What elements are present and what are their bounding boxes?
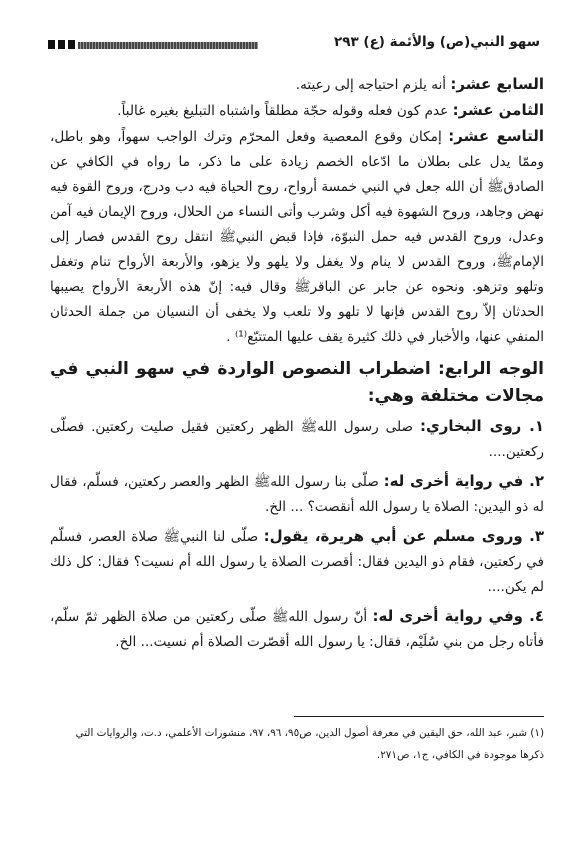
paragraph-19 <box>50 124 544 350</box>
paragraph-label: السابع عشر: <box>450 75 544 93</box>
footnote-line: (١) شبر، عبد الله، حق اليقين في معرفة أصول الدين، ص٩٥، ٩٦، ٩٧، منشورات الأعلمي، د.ت، والروايات التي <box>75 727 544 739</box>
ornament-block <box>58 40 65 49</box>
header-ornament-bar <box>78 42 258 49</box>
paragraph-label: الثامن عشر: <box>452 101 544 119</box>
item-text: صلّى بنا رسول اللهﷺ الظهر والعصر ركعتين، فسلّم، فقال له ذو اليدين: الصلاة يا رسول الله أنقصت؟ ... الخ. <box>50 474 544 515</box>
item-label: ٣. وروى مسلم عن أبي هريرة، يقول: <box>263 527 544 545</box>
list-item <box>50 604 544 655</box>
ornament-block <box>48 40 55 49</box>
running-title: سهو النبي(ص) والأئمة (ع) ٢٩٣ <box>333 34 540 50</box>
section-heading: الوجه الرابع: اضطراب النصوص الواردة في سهو النبي في مجالات مختلفة وهي: <box>50 359 544 406</box>
item-label: ١. روى البخاري: <box>419 417 545 435</box>
footnote <box>60 722 544 766</box>
paragraph-text: عدم كون فعله وقوله حجّة مطلقاً واشتباه التبليغ بغيره غالباً. <box>117 103 453 119</box>
list-item <box>50 524 544 600</box>
list-item <box>50 469 544 520</box>
footnote-divider <box>294 716 544 717</box>
header-ornament-blocks <box>48 40 75 49</box>
item-text: صلى رسول اللهﷺ الظهر ركعتين فقيل صليت ركعتين. فصلّى ركعتين.... <box>50 419 544 460</box>
paragraph-text: أنه يلزم احتياجه إلى رعيته. <box>295 77 451 93</box>
item-text: صلّى لنا النبيﷺ صلاة العصر، فسلّم في ركعتين، فقام ذو اليدين فقال: أقصرت الصلاة يا رسول الله أم نسيت؟ فقال: كل ذلك لم يكن.... <box>50 529 544 595</box>
page-body <box>50 72 544 655</box>
paragraph-label: التاسع عشر: <box>448 127 544 145</box>
page-header <box>48 34 540 56</box>
paragraph-18 <box>50 98 544 124</box>
item-label: ٢. في رواية أخرى له: <box>383 472 544 490</box>
ornament-block <box>68 40 75 49</box>
footnote-line: ذكرها موجودة في الكافي، ج١، ص٢٧١. <box>376 749 544 761</box>
paragraph-17 <box>50 72 544 98</box>
list-item <box>50 414 544 465</box>
item-label: ٤. وفي رواية أخرى له: <box>372 607 545 625</box>
paragraph-text: إمكان وقوع المعصية وفعل المحرّم وترك الواجب سهواً، وهو باطل، وممّا يدل على بطلان ما ادّعاه الخصم زيادة على ما ذكر، ما رواه في الكافي عن الصادقﷺ أن الله جعل في النبي خمسة أرواح، روح الحياة فيه دب ودرج، وروح القوة فيه نهض وجاهد، وروح الشهوة فيه أكل وشرب وأتى النساء من الحلال، وروح الإيمان فيه آمن وعدل، وروح القدس فيه حمل النبوّة، فإذا قبض النبيﷺ انتقل روح القدس فصار إلى الإمامﷺ، وروح القدس لا ينام ولا يغفل ولا يلهو ولا يزهو، والأربعة الأرواح تنام وتغفل وتلهو وتزهو. ونحوه عن جابر عن الباقرﷺ وقال فيه: إنّ هذه الأربعة الأرواح يصيبها الحدثان إلاّ روح القدس فإنها لا تلهو ولا تلعب ولا يخفى أن النسيان من جملة الحدثان المنفي عنها، والأخبار في ذلك كثيرة يقف عليها المتتبّع⁽¹⁾ . <box>50 129 544 345</box>
item-text: أنّ رسول اللهﷺ صلّى ركعتين من صلاة الظهر ثمّ سلّم، فأتاه رجل من بني سُلَيْم، فقال: يا رسول الله أقصّرت الصلاة أم نسيت... الخ. <box>50 609 544 650</box>
